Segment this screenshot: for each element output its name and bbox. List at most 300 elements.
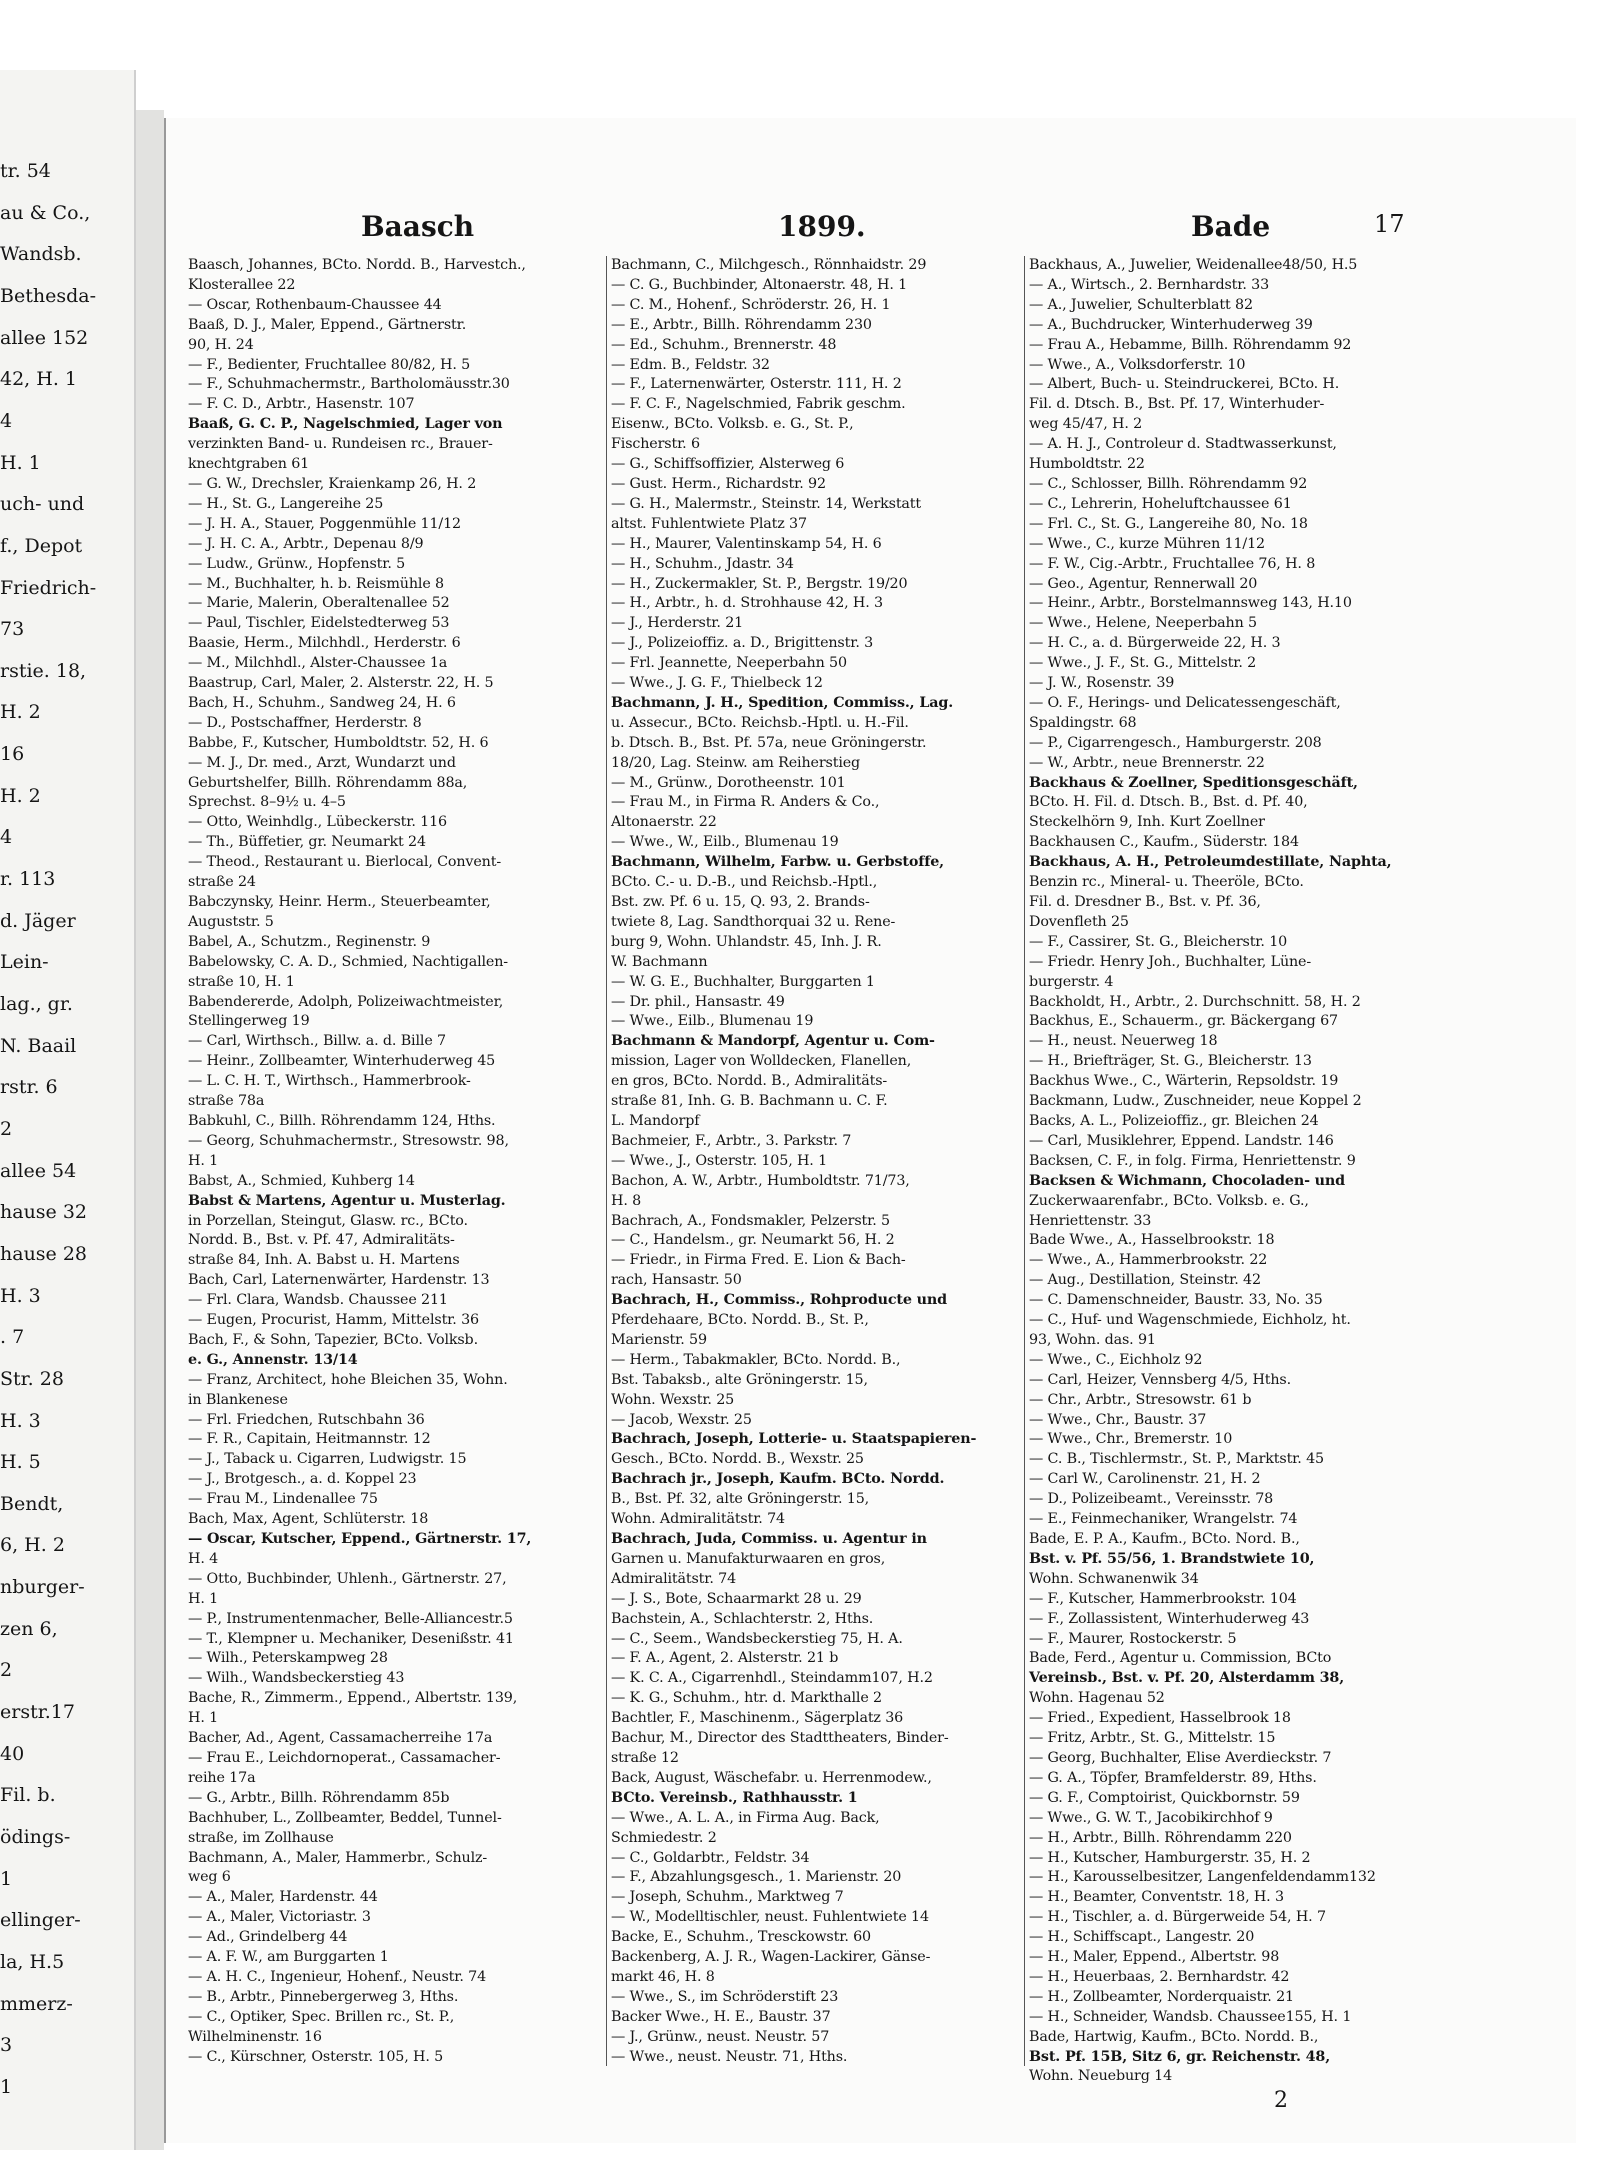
directory-entry-line: — Frau M., Lindenallee 75 <box>188 1491 378 1508</box>
directory-entry-line: — E., Feinmechaniker, Wrangelstr. 74 <box>1029 1511 1298 1528</box>
directory-entry-line: — D., Postschaffner, Herderstr. 8 <box>188 714 422 731</box>
adjacent-page-text: H. 5 <box>0 1451 41 1473</box>
directory-entry-line: straße 78a <box>188 1093 265 1110</box>
directory-entry-line: Dovenfleth 25 <box>1029 913 1129 930</box>
directory-entry-line: — Jacob, Wexstr. 25 <box>611 1411 752 1428</box>
directory-entry-line: straße 10, H. 1 <box>188 973 295 990</box>
book-gutter <box>136 110 164 2150</box>
directory-entry-line: — A., Juwelier, Schulterblatt 82 <box>1029 296 1253 313</box>
directory-entry-line: — Wwe., neust. Neustr. 71, Hths. <box>611 2048 848 2065</box>
directory-entry-line: — F., Maurer, Rostockerstr. 5 <box>1029 1630 1237 1647</box>
directory-entry-line: — Frau E., Leichdornoperat., Cassamacher- <box>188 1749 501 1766</box>
adjacent-page-text: 4 <box>0 410 13 432</box>
directory-entry-line: — C., Seem., Wandsbeckerstieg 75, H. A. <box>611 1630 903 1647</box>
directory-entry-line: W. Bachmann <box>611 953 708 970</box>
directory-entry-line: — Frau M., in Firma R. Anders & Co., <box>611 794 880 811</box>
directory-entry-line: — Friedr. Henry Joh., Buchhalter, Lüne- <box>1029 953 1312 970</box>
directory-entry-line: — A., Buchdrucker, Winterhuderweg 39 <box>1029 316 1313 333</box>
directory-entry-line: Bachrach jr., Joseph, Kaufm. BCto. Nordd. <box>611 1471 945 1488</box>
adjacent-page-text: . 7 <box>0 1326 25 1348</box>
directory-entry-line: — C., Lehrerin, Hoheluftchaussee 61 <box>1029 495 1292 512</box>
directory-entry-line: — J. W., Rosenstr. 39 <box>1029 675 1175 692</box>
directory-entry-line: Bachtler, F., Maschinenm., Sägerplatz 36 <box>611 1710 904 1727</box>
directory-entry-line: Spaldingstr. 68 <box>1029 714 1137 731</box>
directory-entry-line: Humboldtstr. 22 <box>1029 456 1145 473</box>
directory-entry-line: — Frl. Jeannette, Neeperbahn 50 <box>611 655 847 672</box>
directory-entry-line: Bachrach, A., Fondsmakler, Pelzerstr. 5 <box>611 1212 890 1229</box>
directory-entry-line: — H., Zuckermakler, St. P., Bergstr. 19/20 <box>611 575 908 592</box>
directory-entry-line: — C., Kürschner, Osterstr. 105, H. 5 <box>188 2048 444 2065</box>
directory-entry-line: Bade Wwe., A., Hasselbrookstr. 18 <box>1029 1232 1275 1249</box>
directory-entry-line: — H., Briefträger, St. G., Bleicherstr. 13 <box>1029 1053 1312 1070</box>
directory-entry-line: — Th., Büffetier, gr. Neumarkt 24 <box>188 834 426 851</box>
directory-entry-line: — H., Zollbeamter, Norderquaistr. 21 <box>1029 1988 1294 2005</box>
directory-entry-line: — J., Grünw., neust. Neustr. 57 <box>611 2028 830 2045</box>
adjacent-page-text: Fil. b. <box>0 1784 56 1806</box>
header-right-keyword: Bade <box>1191 210 1271 243</box>
directory-entry-line: Backsen & Wichmann, Chocoladen- und <box>1029 1172 1346 1189</box>
directory-entry-line: Backhaus & Zoellner, Speditionsgeschäft, <box>1029 774 1358 791</box>
directory-entry-line: — A. H. J., Controleur d. Stadtwasserkunst, <box>1029 436 1337 453</box>
directory-entry-line: H. 1 <box>188 1590 219 1607</box>
directory-entry-line: — B., Arbtr., Pinnebergerweg 3, Hths. <box>188 1988 459 2005</box>
directory-entry-line: Backer Wwe., H. E., Baustr. 37 <box>611 2008 831 2025</box>
directory-entry-line: Bach, Max, Agent, Schlüterstr. 18 <box>188 1511 429 1528</box>
directory-entry-line: — G. F., Comptoirist, Quickbornstr. 59 <box>1029 1789 1300 1806</box>
directory-entry-line: — C., Goldarbtr., Feldstr. 34 <box>611 1849 810 1866</box>
directory-entry-line: Fischerstr. 6 <box>611 436 700 453</box>
directory-entry-line: Bachrach, H., Commiss., Rohproducte und <box>611 1292 947 1309</box>
directory-entry-line: — C., Huf- und Wagenschmiede, Eichholz, ht. <box>1029 1312 1351 1329</box>
directory-entry-line: H. 1 <box>188 1152 219 1169</box>
adjacent-page-text: 2 <box>0 1118 13 1140</box>
directory-entry-line: Bachmeier, F., Arbtr., 3. Parkstr. 7 <box>611 1132 852 1149</box>
directory-entry-line: — F. A., Agent, 2. Alsterstr. 21 b <box>611 1650 839 1667</box>
directory-entry-line: Garnen u. Manufakturwaaren en gros, <box>611 1550 886 1567</box>
directory-entry-line: — J. S., Bote, Schaarmarkt 28 u. 29 <box>611 1590 862 1607</box>
directory-entry-line: Bade, E. P. A., Kaufm., BCto. Nord. B., <box>1029 1531 1300 1547</box>
adjacent-page-text: allee 152 <box>0 327 89 349</box>
directory-entry-line: — Fried., Expedient, Hasselbrook 18 <box>1029 1710 1291 1727</box>
adjacent-page-text: 6, H. 2 <box>0 1534 65 1556</box>
directory-entry-line: — E., Arbtr., Billh. Röhrendamm 230 <box>611 316 872 333</box>
directory-entry-line: knechtgraben 61 <box>188 456 310 473</box>
directory-entry-line: straße 12 <box>611 1749 679 1766</box>
directory-entry-line: 90, H. 24 <box>188 336 254 353</box>
directory-entry-line: — Albert, Buch- u. Steindruckerei, BCto. H. <box>1029 376 1340 393</box>
directory-entry-line: — J., Herderstr. 21 <box>611 615 744 632</box>
directory-entry-line: — Carl, Wirthsch., Billw. a. d. Bille 7 <box>188 1033 446 1050</box>
adjacent-page-text: 3 <box>0 2034 13 2056</box>
directory-entry-line: Bade, Ferd., Agentur u. Commission, BCto <box>1029 1650 1332 1667</box>
directory-entry-line: — Wwe., J., Osterstr. 105, H. 1 <box>611 1152 828 1169</box>
directory-entry-line: — H., Maler, Eppend., Albertstr. 98 <box>1029 1949 1280 1966</box>
directory-entry-line: — H., Schuhm., Jdastr. 34 <box>611 555 794 572</box>
directory-entry-line: Babczynsky, Heinr. Herm., Steuerbeamter, <box>188 894 491 910</box>
directory-entry-line: Bachrach, Joseph, Lotterie- u. Staatspapieren- <box>611 1431 977 1448</box>
directory-entry-line: — H., Arbtr., h. d. Strohhause 42, H. 3 <box>611 595 883 612</box>
directory-entry-line: — Fritz, Arbtr., St. G., Mittelstr. 15 <box>1029 1730 1276 1747</box>
directory-entry-line: Bachstein, A., Schlachterstr. 2, Hths. <box>611 1610 874 1627</box>
directory-entry-line: Wohn. Hagenau 52 <box>1029 1690 1165 1707</box>
header-year: 1899. <box>778 210 866 243</box>
directory-entry-line: — C., Handelsm., gr. Neumarkt 56, H. 2 <box>611 1232 895 1249</box>
header-left-keyword: Baasch <box>361 210 475 243</box>
column-1 <box>188 256 608 2066</box>
directory-entry-line: — Oscar, Kutscher, Eppend., Gärtnerstr. 17, <box>188 1531 532 1547</box>
adjacent-page-text: 1 <box>0 1868 13 1890</box>
directory-entry-line: Benzin rc., Mineral- u. Theeröle, BCto. <box>1029 874 1304 891</box>
directory-entry-line: — H., Maurer, Valentinskamp 54, H. 6 <box>611 535 882 552</box>
directory-entry-line: — W., Modelltischler, neust. Fuhlentwiete 14 <box>611 1909 929 1926</box>
directory-entry-line: Fil. d. Dresdner B., Bst. v. Pf. 36, <box>1029 894 1261 910</box>
directory-entry-line: — Frl. Clara, Wandsb. Chaussee 211 <box>188 1292 448 1309</box>
directory-entry-line: — F. R., Capitain, Heitmannstr. 12 <box>188 1431 431 1448</box>
directory-entry-line: — C. G., Buchbinder, Altonaerstr. 48, H. 1 <box>611 276 908 293</box>
directory-entry-line: Wohn. Admiralitätstr. 74 <box>611 1511 785 1528</box>
directory-entry-line: — G. W., Drechsler, Kraienkamp 26, H. 2 <box>188 475 477 492</box>
directory-entry-line: — J., Taback u. Cigarren, Ludwigstr. 15 <box>188 1451 467 1468</box>
directory-entry-line: — J., Polizeioffiz. a. D., Brigittenstr. 3 <box>611 635 874 652</box>
adjacent-page-text: Wandsb. <box>0 243 82 265</box>
directory-entry-line: — Heinr., Arbtr., Borstelmannsweg 143, H.10 <box>1029 595 1352 612</box>
directory-entry-line: — Otto, Weinhdlg., Lübeckerstr. 116 <box>188 814 447 831</box>
directory-entry-line: H. 8 <box>611 1192 642 1209</box>
adjacent-page-text: H. 3 <box>0 1410 41 1432</box>
directory-entry-line: — Friedr., in Firma Fred. E. Lion & Bach- <box>611 1252 906 1269</box>
directory-entry-line: Bachhuber, L., Zollbeamter, Beddel, Tunnel- <box>188 1809 502 1826</box>
directory-entry-line: weg 45/47, H. 2 <box>1029 416 1143 433</box>
directory-entry-line: — Otto, Buchbinder, Uhlenh., Gärtnerstr. 27, <box>188 1570 507 1587</box>
directory-entry-line: — F., Zollassistent, Winterhuderweg 43 <box>1029 1610 1310 1627</box>
directory-entry-line: Babendererde, Adolph, Polizeiwachtmeister, <box>188 993 504 1010</box>
directory-entry-line: — A., Wirtsch., 2. Bernhardstr. 33 <box>1029 276 1270 293</box>
directory-entry-line: Baasch, Johannes, BCto. Nordd. B., Harvestch., <box>188 257 526 273</box>
directory-entry-line: Geburtshelfer, Billh. Röhrendamm 88a, <box>188 774 468 791</box>
adjacent-page-text: 2 <box>0 1659 13 1681</box>
directory-entry-line: — J., Brotgesch., a. d. Koppel 23 <box>188 1471 417 1488</box>
adjacent-page-text: rstie. 18, <box>0 660 87 682</box>
directory-entry-line: — A., Maler, Hardenstr. 44 <box>188 1889 378 1906</box>
directory-entry-line: burgerstr. 4 <box>1029 973 1114 990</box>
directory-entry-line: — Wwe., Helene, Neeperbahn 5 <box>1029 615 1257 632</box>
directory-entry-line: Vereinsb., Bst. v. Pf. 20, Alsterdamm 38, <box>1029 1670 1345 1687</box>
directory-entry-line: Backhaus, A. H., Petroleumdestillate, Naphta, <box>1029 854 1392 871</box>
directory-entry-line: — F. W., Cig.-Arbtr., Fruchtallee 76, H. 8 <box>1029 555 1316 572</box>
directory-entry-line: — C. M., Hohenf., Schröderstr. 26, H. 1 <box>611 296 891 313</box>
directory-entry-line: — H., Arbtr., Billh. Röhrendamm 220 <box>1029 1829 1292 1846</box>
directory-entry-line: — Carl W., Carolinenstr. 21, H. 2 <box>1029 1471 1261 1488</box>
directory-entry-line: Zuckerwaarenfabr., BCto. Volksb. e. G., <box>1029 1192 1309 1209</box>
directory-entry-line: — F., Abzahlungsgesch., 1. Marienstr. 20 <box>611 1869 902 1886</box>
directory-entry-line: — Dr. phil., Hansastr. 49 <box>611 993 785 1010</box>
directory-entry-line: Pferdehaare, BCto. Nordd. B., St. P., <box>611 1312 869 1329</box>
directory-entry-line: verzinkten Band- u. Rundeisen rc., Brauer- <box>188 436 493 453</box>
directory-entry-line: — Wwe., C., Eichholz 92 <box>1029 1351 1203 1368</box>
adjacent-page-text: H. 1 <box>0 452 41 474</box>
directory-entry-line: twiete 8, Lag. Sandthorquai 32 u. Rene- <box>611 913 896 930</box>
directory-entry-line: straße 81, Inh. G. B. Bachmann u. C. F. <box>611 1093 888 1110</box>
adjacent-page-text: rstr. 6 <box>0 1076 58 1098</box>
directory-entry-line: — F., Kutscher, Hammerbrookstr. 104 <box>1029 1590 1297 1607</box>
directory-entry-line: — F., Bedienter, Fruchtallee 80/82, H. 5 <box>188 356 471 373</box>
directory-entry-line: — C., Schlosser, Billh. Röhrendamm 92 <box>1029 475 1308 492</box>
directory-entry-line: — A. H. C., Ingenieur, Hohenf., Neustr. 74 <box>188 1968 487 1985</box>
directory-entry-line: — Ad., Grindelberg 44 <box>188 1929 348 1946</box>
directory-entry-line: — F. C. D., Arbtr., Hasenstr. 107 <box>188 396 415 413</box>
directory-entry-line: — Theod., Restaurant u. Bierlocal, Convent- <box>188 854 502 871</box>
directory-entry-line: — Geo., Agentur, Rennerwall 20 <box>1029 575 1258 592</box>
directory-entry-line: — K. G., Schuhm., htr. d. Markthalle 2 <box>611 1690 883 1707</box>
directory-entry-line: — Wwe., W., Eilb., Blumenau 19 <box>611 834 839 851</box>
adjacent-page-text: lag., gr. <box>0 993 73 1015</box>
directory-entry-line: — F., Cassirer, St. G., Bleicherstr. 10 <box>1029 933 1288 950</box>
adjacent-page-text: erstr.17 <box>0 1701 75 1723</box>
directory-entry-line: Bachmann & Mandorpf, Agentur u. Com- <box>611 1033 935 1050</box>
directory-entry-line: — T., Klempner u. Mechaniker, Desenißstr. 41 <box>188 1630 514 1647</box>
adjacent-page-text: Bethesda- <box>0 285 96 307</box>
directory-entry-line: Baasie, Herm., Milchhdl., Herderstr. 6 <box>188 635 461 652</box>
directory-entry-line: — L. C. H. T., Wirthsch., Hammerbrook- <box>188 1073 471 1090</box>
directory-entry-line: Back, August, Wäschefabr. u. Herrenmodew., <box>611 1769 932 1786</box>
directory-entry-line: — P., Instrumentenmacher, Belle-Alliancestr.5 <box>188 1610 513 1627</box>
page-header <box>166 210 1576 250</box>
directory-entry-line: Backhus, E., Schauerm., gr. Bäckergang 67 <box>1029 1013 1338 1030</box>
directory-entry-line: Backhaus, A., Juwelier, Weidenallee48/50, H.5 <box>1029 257 1358 273</box>
directory-entry-line: Admiralitätstr. 74 <box>611 1570 737 1587</box>
directory-entry-line: Wohn. Neueburg 14 <box>1029 2068 1173 2085</box>
adjacent-page-text: Bendt, <box>0 1493 64 1515</box>
column-3 <box>1024 256 1441 2085</box>
directory-entry-line: — Oscar, Rothenbaum-Chaussee 44 <box>188 296 442 313</box>
directory-entry-line: — Marie, Malerin, Oberaltenallee 52 <box>188 595 450 612</box>
directory-entry-line: Bachon, A. W., Arbtr., Humboldtstr. 71/73, <box>611 1172 910 1189</box>
directory-entry-line: burg 9, Wohn. Uhlandstr. 45, Inh. J. R. <box>611 933 882 950</box>
directory-entry-line: — A. F. W., am Burggarten 1 <box>188 1949 389 1966</box>
directory-entry-line: — Joseph, Schuhm., Marktweg 7 <box>611 1889 844 1906</box>
directory-entry-line: Wohn. Schwanenwik 34 <box>1029 1570 1199 1587</box>
directory-entry-line: Bst. v. Pf. 55/56, 1. Brandstwiete 10, <box>1029 1550 1315 1567</box>
directory-entry-line: — F., Laternenwärter, Osterstr. 111, H. 2 <box>611 376 902 393</box>
adjacent-page-text: zen 6, <box>0 1618 58 1640</box>
directory-entry-line: b. Dtsch. B., Bst. Pf. 57a, neue Gröningerstr. <box>611 734 927 751</box>
adjacent-page-text: H. 2 <box>0 701 41 723</box>
adjacent-page-text: ödings- <box>0 1826 71 1848</box>
directory-entry-line: — H., Heuerbaas, 2. Bernhardstr. 42 <box>1029 1968 1290 1985</box>
directory-entry-line: H. 1 <box>188 1710 219 1727</box>
directory-entry-line: Bachmann, C., Milchgesch., Rönnhaidstr. 29 <box>611 257 927 273</box>
directory-entry-line: — Eugen, Procurist, Hamm, Mittelstr. 36 <box>188 1312 479 1329</box>
directory-entry-line: — Wwe., Chr., Bremerstr. 10 <box>1029 1431 1233 1448</box>
directory-entry-line: Sprechst. 8–9½ u. 4–5 <box>188 794 346 811</box>
directory-entry-line: Schmiedestr. 2 <box>611 1829 717 1846</box>
adjacent-page-text: 73 <box>0 618 25 640</box>
directory-entry-line: — C. Damenschneider, Baustr. 33, No. 35 <box>1029 1292 1323 1309</box>
directory-entry-line: Klosterallee 22 <box>188 276 296 293</box>
directory-entry-line: markt 46, H. 8 <box>611 1968 715 1985</box>
directory-entry-line: — W. G. E., Buchhalter, Burggarten 1 <box>611 973 875 990</box>
directory-entry-line: weg 6 <box>188 1869 231 1886</box>
directory-entry-line: Bachmann, Wilhelm, Farbw. u. Gerbstoffe, <box>611 854 944 871</box>
directory-entry-line: — Georg, Buchhalter, Elise Averdieckstr. 7 <box>1029 1749 1332 1766</box>
directory-entry-line: Henriettenstr. 33 <box>1029 1212 1152 1229</box>
directory-entry-line: — M., Buchhalter, h. b. Reismühle 8 <box>188 575 444 592</box>
directory-entry-line: — Wwe., A. L. A., in Firma Aug. Back, <box>611 1809 880 1826</box>
adjacent-page-text: tr. 54 <box>0 160 51 182</box>
directory-entry-line: — Gust. Herm., Richardstr. 92 <box>611 475 826 492</box>
directory-entry-line: Bst. Pf. 15B, Sitz 6, gr. Reichenstr. 48, <box>1029 2048 1331 2065</box>
directory-entry-line: Bach, H., Schuhm., Sandweg 24, H. 6 <box>188 694 456 711</box>
directory-entry-line: Backmann, Ludw., Zuschneider, neue Koppel 2 <box>1029 1093 1362 1110</box>
directory-entry-line: Bache, R., Zimmerm., Eppend., Albertstr. 139, <box>188 1690 518 1707</box>
directory-entry-line: — Chr., Arbtr., Stresowstr. 61 b <box>1029 1391 1252 1408</box>
adjacent-page-text: 16 <box>0 743 25 765</box>
adjacent-page-text: au & Co., <box>0 202 91 224</box>
directory-entry-line: — Wwe., Chr., Baustr. 37 <box>1029 1411 1207 1428</box>
directory-entry-line: Bacher, Ad., Agent, Cassamacherreihe 17a <box>188 1730 493 1747</box>
directory-entry-line: Stellingerweg 19 <box>188 1013 310 1030</box>
directory-entry-line: — C. B., Tischlermstr., St. P., Marktstr. 45 <box>1029 1451 1324 1468</box>
directory-entry-line: rach, Hansastr. 50 <box>611 1272 742 1289</box>
directory-entry-line: Babst & Martens, Agentur u. Musterlag. <box>188 1192 506 1209</box>
directory-entry-line: — C., Optiker, Spec. Brillen rc., St. P., <box>188 2008 455 2025</box>
adjacent-page-text: r. 113 <box>0 868 56 890</box>
directory-entry-line: — Wwe., C., kurze Mühren 11/12 <box>1029 535 1265 552</box>
directory-entry-line: Babelowsky, C. A. D., Schmied, Nachtigallen- <box>188 953 508 970</box>
directory-entry-line: Bachmann, A., Maler, Hammerbr., Schulz- <box>188 1849 488 1866</box>
adjacent-page-text: H. 3 <box>0 1285 41 1307</box>
adjacent-page-text: 1 <box>0 2076 13 2098</box>
directory-entry-line: Babel, A., Schutzm., Reginenstr. 9 <box>188 933 431 950</box>
directory-entry-line: — F., Schuhmachermstr., Bartholomäusstr.30 <box>188 376 510 393</box>
directory-entry-line: — M., Grünw., Dorotheenstr. 101 <box>611 774 846 791</box>
directory-entry-line: — P., Cigarrengesch., Hamburgerstr. 208 <box>1029 734 1322 751</box>
directory-entry-line: — H., St. G., Langereihe 25 <box>188 495 384 512</box>
directory-entry-line: — G. H., Malermstr., Steinstr. 14, Werkstatt <box>611 495 921 512</box>
directory-entry-line: — Wwe., Eilb., Blumenau 19 <box>611 1013 814 1030</box>
directory-entry-line: — H., Karousselbesitzer, Langenfeldendamm132 <box>1029 1869 1376 1886</box>
directory-entry-line: — Wwe., A., Volksdorferstr. 10 <box>1029 356 1246 373</box>
directory-entry-line: Babst, A., Schmied, Kuhberg 14 <box>188 1172 415 1189</box>
directory-entry-line: straße 84, Inh. A. Babst u. H. Martens <box>188 1252 460 1269</box>
adjacent-page-text: nburger- <box>0 1576 85 1598</box>
adjacent-page-text: la, H.5 <box>0 1951 65 1973</box>
directory-entry-line: — H., Schiffscapt., Langestr. 20 <box>1029 1929 1255 1946</box>
directory-entry-line: — D., Polizeibeamt., Vereinsstr. 78 <box>1029 1491 1274 1508</box>
directory-entry-line: Baaß, G. C. P., Nagelschmied, Lager von <box>188 416 503 433</box>
directory-entry-line: Bst. Tabaksb., alte Gröningerstr. 15, <box>611 1371 868 1388</box>
directory-entry-line: Altonaerstr. 22 <box>611 814 717 831</box>
directory-entry-line: — F. C. F., Nagelschmied, Fabrik geschm. <box>611 396 906 413</box>
directory-entry-line: Bachmann, J. H., Spedition, Commiss., Lag. <box>611 694 954 711</box>
adjacent-page-text: 40 <box>0 1743 25 1765</box>
directory-entry-line: en gros, BCto. Nordd. B., Admiralitäts- <box>611 1073 888 1090</box>
directory-entry-line: Marienstr. 59 <box>611 1331 707 1348</box>
directory-entry-line: — Frau A., Hebamme, Billh. Röhrendamm 92 <box>1029 336 1352 353</box>
directory-entry-line: — Ed., Schuhm., Brennerstr. 48 <box>611 336 837 353</box>
directory-entry-line: — G., Schiffsoffizier, Alsterweg 6 <box>611 456 845 473</box>
directory-entry-line: — Edm. B., Feldstr. 32 <box>611 356 770 373</box>
adjacent-page-text: H. 2 <box>0 785 41 807</box>
adjacent-page-text: hause 32 <box>0 1201 88 1223</box>
adjacent-page-text: Friedrich- <box>0 577 97 599</box>
directory-entry-line: BCto. H. Fil. d. Dtsch. B., Bst. d. Pf. 40, <box>1029 794 1308 811</box>
directory-entry-line: — Wwe., S., im Schröderstift 23 <box>611 1988 839 2005</box>
directory-entry-line: Backholdt, H., Arbtr., 2. Durchschnitt. 58, H. 2 <box>1029 993 1361 1010</box>
directory-entry-line: — Wwe., J. F., St. G., Mittelstr. 2 <box>1029 655 1257 672</box>
adjacent-page-text: 4 <box>0 826 13 848</box>
directory-entry-line: — Carl, Musiklehrer, Eppend. Landstr. 146 <box>1029 1132 1334 1149</box>
directory-entry-line: — M., Milchhdl., Alster-Chaussee 1a <box>188 655 448 672</box>
directory-entry-line: Bst. zw. Pf. 6 u. 15, Q. 93, 2. Brands- <box>611 894 870 910</box>
directory-entry-line: — H., Beamter, Conventstr. 18, H. 3 <box>1029 1889 1284 1906</box>
directory-entry-line: — K. C. A., Cigarrenhdl., Steindamm107, H.2 <box>611 1670 933 1687</box>
signature-mark: 2 <box>1274 2088 1288 2113</box>
directory-entry-line: — O. F., Herings- und Delicatessengeschäft, <box>1029 694 1341 711</box>
directory-entry-line: Backe, E., Schuhm., Tresckowstr. 60 <box>611 1929 871 1946</box>
directory-entry-line: in Porzellan, Steingut, Glasw. rc., BCto. <box>188 1212 468 1229</box>
directory-entry-line: Bachrach, Juda, Commiss. u. Agentur in <box>611 1531 927 1547</box>
directory-entry-line: Eisenw., BCto. Volksb. e. G., St. P., <box>611 416 854 433</box>
directory-entry-line: Baastrup, Carl, Maler, 2. Alsterstr. 22, H. 5 <box>188 675 494 692</box>
directory-entry-line: H. 4 <box>188 1550 219 1567</box>
directory-entry-line: Wohn. Wexstr. 25 <box>611 1391 735 1408</box>
adjacent-page-text: f., Depot <box>0 535 83 557</box>
directory-entry-line: Auguststr. 5 <box>188 913 274 930</box>
directory-entry-line: — Wilh., Peterskampweg 28 <box>188 1650 388 1667</box>
adjacent-page-text: allee 54 <box>0 1160 77 1182</box>
adjacent-page-text: hause 28 <box>0 1243 88 1265</box>
directory-entry-line: — G. A., Töpfer, Bramfelderstr. 89, Hths. <box>1029 1769 1317 1786</box>
directory-entry-line: — H., Schneider, Wandsb. Chaussee155, H. 1 <box>1029 2008 1352 2025</box>
directory-entry-line: mission, Lager von Wolldecken, Flanellen, <box>611 1053 912 1070</box>
directory-entry-line: — Wwe., J. G. F., Thielbeck 12 <box>611 675 823 692</box>
directory-entry-line: in Blankenese <box>188 1391 288 1408</box>
directory-entry-line: — Franz, Architect, hohe Bleichen 35, Wohn. <box>188 1371 508 1388</box>
directory-entry-line: — Aug., Destillation, Steinstr. 42 <box>1029 1272 1261 1289</box>
directory-entry-line: Backhus Wwe., C., Wärterin, Repsoldstr. 19 <box>1029 1073 1339 1090</box>
adjacent-page-fragment <box>0 70 136 2150</box>
adjacent-page-text: N. Baail <box>0 1035 77 1057</box>
directory-entry-line: — H., Tischler, a. d. Bürgerweide 54, H. 7 <box>1029 1909 1326 1926</box>
directory-entry-line: — Frl. Friedchen, Rutschbahn 36 <box>188 1411 425 1428</box>
directory-entry-line: Bach, Carl, Laternenwärter, Hardenstr. 13 <box>188 1272 490 1289</box>
directory-entry-line: Babbe, F., Kutscher, Humboldtstr. 52, H. 6 <box>188 734 489 751</box>
directory-entry-line: straße, im Zollhause <box>188 1829 334 1846</box>
directory-entry-line: Bade, Hartwig, Kaufm., BCto. Nordd. B., <box>1029 2028 1319 2045</box>
directory-entry-line: 93, Wohn. das. 91 <box>1029 1331 1156 1348</box>
directory-entry-line: — A., Maler, Victoriastr. 3 <box>188 1909 371 1926</box>
adjacent-page-text: d. Jäger <box>0 910 76 932</box>
directory-entry-line: — H., neust. Neuerweg 18 <box>1029 1033 1218 1050</box>
directory-page <box>164 118 1576 2143</box>
adjacent-page-text: mmerz- <box>0 1993 73 2015</box>
directory-entry-line: Babkuhl, C., Billh. Röhrendamm 124, Hths. <box>188 1112 496 1129</box>
adjacent-page-text: Lein- <box>0 951 49 973</box>
directory-entry-line: BCto. Vereinsb., Rathhausstr. 1 <box>611 1789 858 1806</box>
page-number: 17 <box>1374 210 1405 238</box>
adjacent-page-text: Str. 28 <box>0 1368 64 1390</box>
directory-entry-line: — H., Kutscher, Hamburgerstr. 35, H. 2 <box>1029 1849 1311 1866</box>
directory-entry-line: BCto. C.- u. D.-B., und Reichsb.-Hptl., <box>611 874 878 891</box>
directory-entry-line: reihe 17a <box>188 1769 256 1786</box>
directory-entry-line: — Wwe., A., Hammerbrookstr. 22 <box>1029 1252 1268 1269</box>
directory-entry-line: — Georg, Schuhmachermstr., Stresowstr. 98, <box>188 1132 509 1149</box>
directory-entry-line: — Paul, Tischler, Eidelstedterweg 53 <box>188 615 450 632</box>
directory-entry-line: — Ludw., Grünw., Hopfenstr. 5 <box>188 555 406 572</box>
directory-entry-line: — J. H. A., Stauer, Poggenmühle 11/12 <box>188 515 461 532</box>
directory-entry-line: — Herm., Tabakmakler, BCto. Nordd. B., <box>611 1351 901 1368</box>
